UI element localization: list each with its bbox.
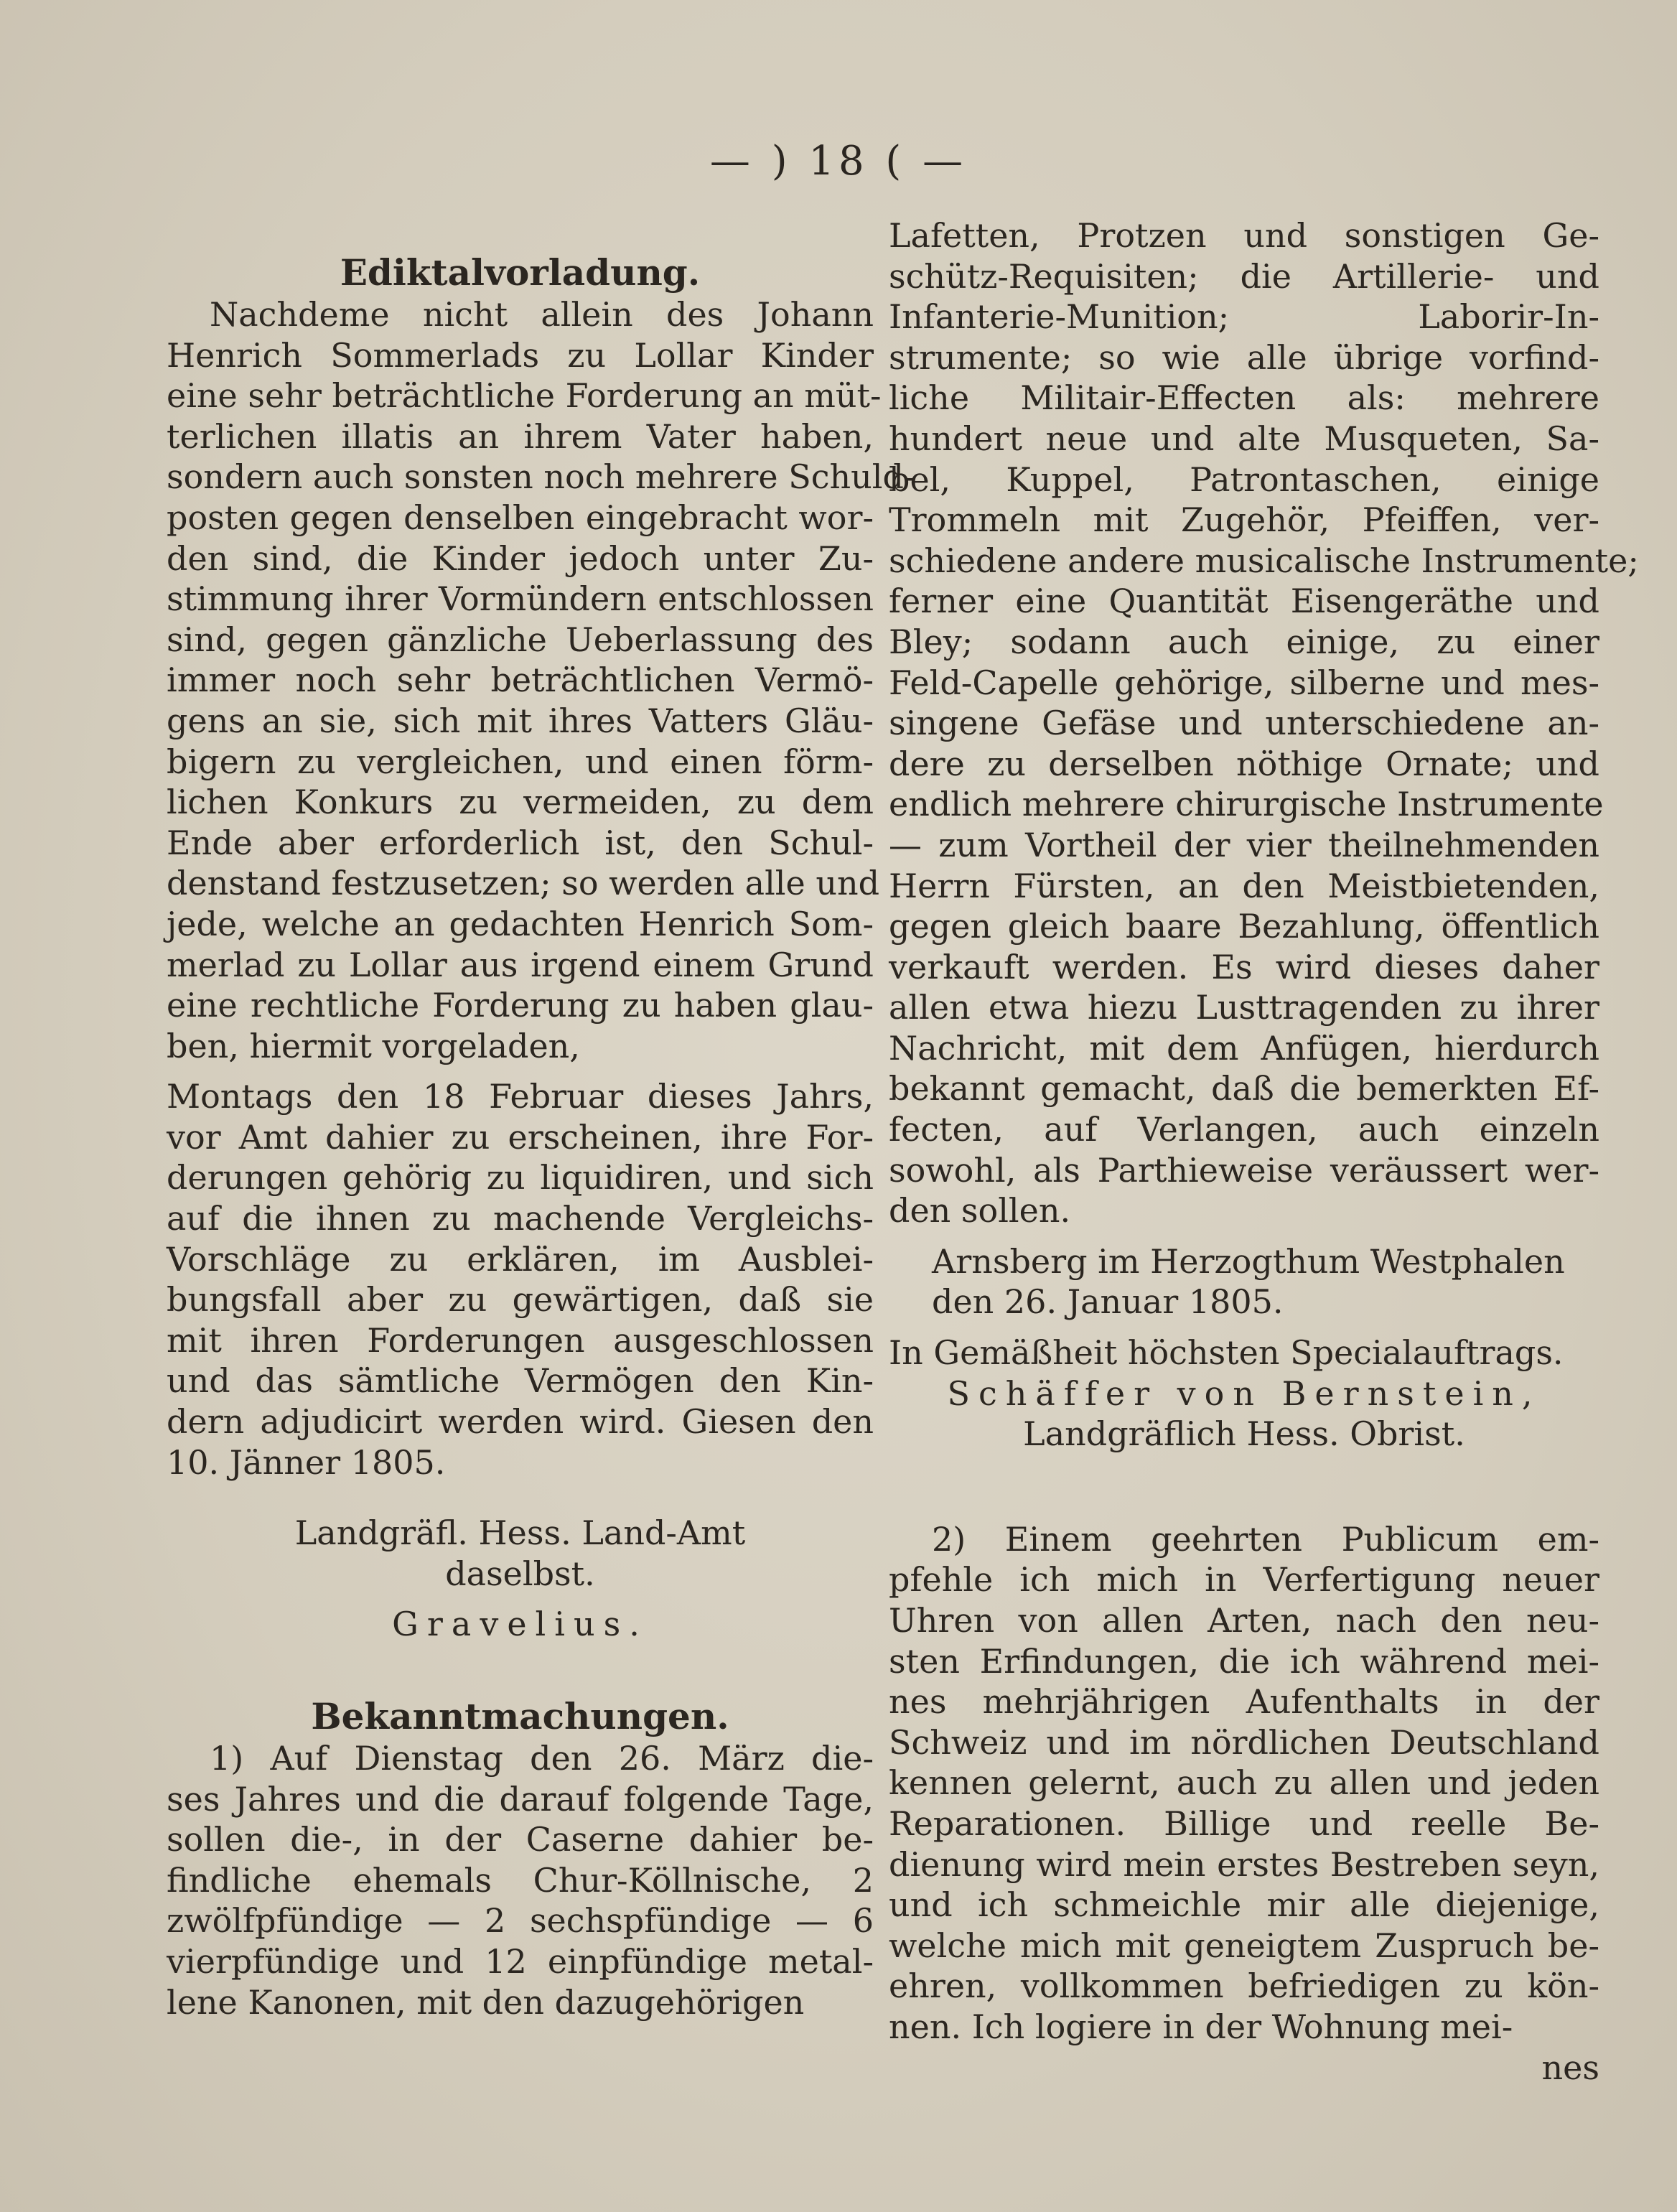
text-line: Nachricht, mit dem Anfügen, hierdurch	[889, 1028, 1599, 1068]
text-line: ehren, vollkommen befriedigen zu kön-	[889, 1966, 1599, 2006]
text-line: — zum Vortheil der vier theilnehmenden	[889, 825, 1599, 864]
text-line: lichen Konkurs zu vermeiden, zu dem	[167, 783, 874, 822]
text-line: stimmung ihrer Vormündern entschlossen	[167, 579, 874, 619]
text-line: ferner eine Quantität Eisengeräthe und	[889, 582, 1599, 621]
announcement-1-date: den 26. Januar 1805.	[932, 1282, 1284, 1322]
text-line: den sollen.	[889, 1191, 1071, 1231]
text-line: denstand festzusetzen; so werden alle und	[167, 864, 880, 903]
text-line: und das sämtliche Vermögen den Kin-	[167, 1361, 874, 1401]
text-line: auf die ihnen zu machende Vergleichs-	[167, 1199, 874, 1238]
text-line: 2) Einem geehrten Publicum em-	[932, 1519, 1599, 1559]
edict-title: Ediktalvorladung.	[340, 251, 701, 294]
edict-body	[167, 294, 915, 1066]
catchword: nes	[1541, 2048, 1599, 2087]
text-line: allen etwa hiezu Lusttragenden zu ihrer	[889, 988, 1599, 1027]
text-line: Reparationen. Billige und reelle Be-	[889, 1803, 1599, 1843]
text-line: 10. Jänner 1805.	[167, 1442, 446, 1482]
text-line: hundert neue und alte Musqueten, Sa-	[889, 419, 1599, 458]
text-line: sondern auch sonsten noch mehrere Schuld-	[167, 457, 915, 497]
page-number: — ) 18 ( —	[709, 138, 968, 185]
edict-signature-office: Landgräfl. Hess. Land-Amt	[294, 1513, 746, 1553]
text-line: Vorschläge zu erklären, im Ausblei-	[167, 1239, 874, 1279]
text-line: bekannt gemacht, daß die bemerkten Ef-	[889, 1069, 1599, 1109]
text-line: bungsfall aber zu gewärtigen, daß sie	[167, 1280, 874, 1320]
text-line: bigern zu vergleichen, und einen förm-	[167, 742, 874, 781]
text-line: dern adjudicirt werden wird. Giesen den	[167, 1402, 874, 1442]
announcement-1-signer-name: Schäffer von Bernstein,	[947, 1373, 1541, 1413]
text-line: sowohl, als Parthieweise veräussert wer-	[889, 1150, 1599, 1190]
text-line: dienung wird mein erstes Bestreben seyn,	[889, 1844, 1599, 1884]
text-line: gens an sie, sich mit ihres Vatters Gläu-	[167, 701, 874, 740]
announcement-1-place: Arnsberg im Herzogthum Westphalen	[932, 1241, 1565, 1281]
text-line: lene Kanonen, mit den dazugehörigen	[167, 1982, 805, 2022]
text-line: findliche ehemals Chur-Köllnische, 2	[167, 1860, 874, 1900]
text-line: welche mich mit geneigtem Zuspruch be-	[889, 1926, 1599, 1965]
text-line: sind, gegen gänzliche Ueberlassung des	[167, 620, 874, 659]
announcement-1-signer-title: Landgräflich Hess. Obrist.	[1023, 1414, 1465, 1454]
text-line: vor Amt dahier zu erscheinen, ihre For-	[167, 1117, 874, 1157]
text-line: schütz-Requisiten; die Artillerie- und	[889, 256, 1599, 296]
text-line: liche Militair-Effecten als: mehrere	[889, 378, 1599, 418]
text-line: singene Gefäse und unterschiedene an-	[889, 704, 1599, 743]
text-line: 1) Auf Dienstag den 26. März die-	[210, 1739, 874, 1778]
announcement-2	[889, 1519, 1599, 2048]
text-line: ses Jahres und die darauf folgende Tage,	[167, 1779, 874, 1819]
text-line: Herrn Fürsten, an den Meistbietenden,	[889, 866, 1599, 905]
text-line: Trommeln mit Zugehör, Pfeiffen, ver-	[889, 500, 1599, 540]
text-line: Infanterie-Munition; Laborir-In-	[889, 297, 1599, 337]
text-line: endlich mehrere chirurgische Instrumente	[889, 785, 1604, 824]
text-line: fecten, auf Verlangen, auch einzeln	[889, 1110, 1599, 1149]
announcement-1-start	[167, 1738, 874, 2022]
text-line: vierpfündige und 12 einpfündige metal-	[167, 1941, 874, 1981]
text-line: merlad zu Lollar aus irgend einem Grund	[167, 945, 874, 984]
text-line: Nachdeme nicht allein des Johann	[210, 295, 874, 334]
text-line: und ich schmeichle mir alle diejenige,	[889, 1885, 1599, 1925]
text-line: sollen die-, in der Caserne dahier be-	[167, 1820, 874, 1859]
text-line: sten Erfindungen, die ich während mei-	[889, 1641, 1599, 1681]
text-line: Feld-Capelle gehörige, silberne und mes-	[889, 663, 1599, 702]
text-line: strumente; so wie alle übrige vorfind-	[889, 337, 1599, 377]
text-line: mit ihren Forderungen ausgeschlossen	[167, 1320, 874, 1360]
text-line: kennen gelernt, auch zu allen und jeden	[889, 1763, 1599, 1803]
edict-signature-office-place: daselbst.	[445, 1554, 595, 1593]
text-line: posten gegen denselben eingebracht wor-	[167, 498, 874, 537]
announcement-1-continued	[889, 215, 1639, 1231]
text-line: gegen gleich baare Bezahlung, öffentlich	[889, 907, 1599, 946]
text-line: ben, hiermit vorgeladen,	[167, 1026, 580, 1065]
text-line: nes mehrjährigen Aufenthalts in der	[889, 1682, 1599, 1722]
announcement-1-mandate: In Gemäßheit höchsten Specialauftrags.	[889, 1333, 1564, 1373]
text-line: jede, welche an gedachten Henrich Som-	[167, 904, 874, 943]
text-line: nen. Ich logiere in der Wohnung mei-	[889, 2007, 1513, 2046]
announcements-title: Bekanntmachungen.	[311, 1695, 729, 1737]
text-line: terlichen illatis an ihrem Vater haben,	[167, 416, 874, 456]
left-column	[167, 215, 915, 2022]
text-line: zwölfpfündige — 2 sechspfündige — 6	[167, 1901, 874, 1941]
text-line: Bley; sodann auch einige, zu einer	[889, 622, 1599, 661]
text-line: den sind, die Kinder jedoch unter Zu-	[167, 538, 874, 578]
text-line: eine sehr beträchtliche Forderung an müt-	[167, 376, 882, 416]
text-line: Ende aber erforderlich ist, den Schul-	[167, 823, 874, 862]
text-line: Montags den 18 Februar dieses Jahrs,	[167, 1077, 874, 1116]
text-line: Uhren von allen Arten, nach den neu-	[889, 1601, 1599, 1640]
text-line: eine rechtliche Forderung zu haben glau-	[167, 986, 874, 1025]
text-line: verkauft werden. Es wird dieses daher	[889, 947, 1599, 986]
text-line: Schweiz und im nördlichen Deutschland	[889, 1722, 1599, 1762]
text-line: Henrich Sommerlads zu Lollar Kinder	[167, 335, 874, 375]
edict-body-continued	[167, 1076, 874, 1483]
edict-signature-name: Gravelius.	[392, 1605, 648, 1644]
text-line: immer noch sehr beträchtlichen Vermö-	[167, 661, 874, 700]
text-line: derungen gehörig zu liquidiren, und sich	[167, 1158, 874, 1198]
text-line: dere zu derselben nöthige Ornate; und	[889, 744, 1599, 783]
text-line: schiedene andere musicalische Instrumente;	[889, 541, 1639, 580]
text-line: pfehle ich mich in Verfertigung neuer	[889, 1560, 1599, 1600]
right-column	[889, 215, 1639, 2088]
text-line: bel, Kuppel, Patrontaschen, einige	[889, 459, 1599, 499]
text-line: Lafetten, Protzen und sonstigen Ge-	[889, 216, 1599, 255]
